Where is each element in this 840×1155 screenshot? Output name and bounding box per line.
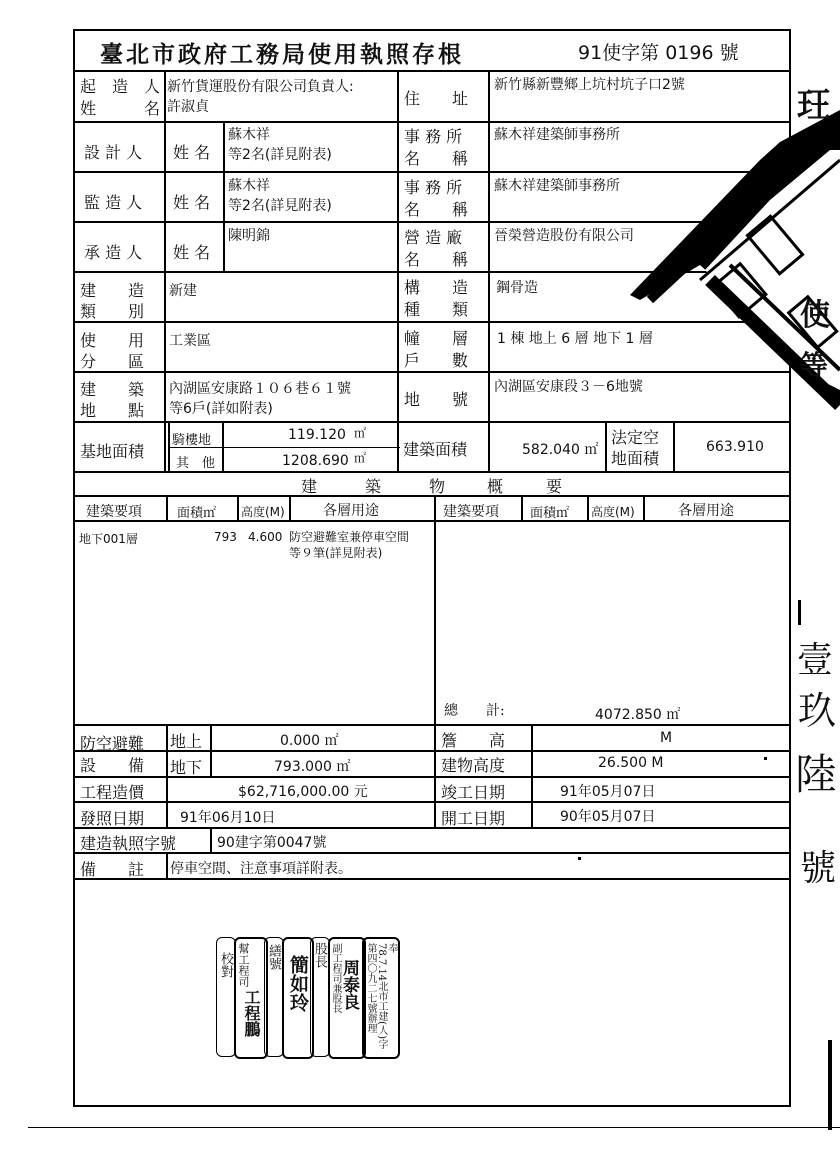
floors-label-2: 戶 數	[404, 351, 469, 370]
legal-open-label-2: 地面積	[611, 449, 660, 468]
supervisor-office-label-1: 事 務 所	[404, 178, 463, 197]
stamp-deputy-name: 周泰良	[339, 959, 359, 1010]
col-header-item-2: 建築要項	[443, 504, 499, 520]
scan-speck	[578, 857, 581, 860]
designer-office-value: 蘇木祥建築師事務所	[494, 127, 620, 143]
use-zone-value: 工業區	[169, 333, 211, 349]
stamp-copy-text: 繕號	[266, 944, 281, 970]
permit-label: 建造執照字號	[80, 834, 177, 853]
stamp-deputy-title: 副工程司兼股長	[330, 943, 341, 1013]
lot-label: 地 號	[404, 390, 469, 409]
stamp-col-engineer	[234, 937, 268, 1059]
shelter-below-value: 793.000 ㎡	[274, 759, 351, 775]
frame-left	[73, 29, 75, 1107]
stamp-col-authorization	[362, 937, 400, 1059]
col-line	[289, 495, 291, 520]
col-line	[166, 495, 168, 520]
col-header-height: 高度(M)	[241, 505, 285, 519]
row-line	[75, 801, 790, 803]
stamp-section-chief-text: 股長	[312, 942, 327, 968]
shelter-label-2: 設 備	[80, 756, 145, 775]
col-header-item: 建築要項	[86, 504, 142, 520]
col-line	[222, 421, 224, 471]
col-line	[164, 70, 166, 471]
cost-label: 工程造價	[80, 783, 145, 802]
col-header-height-2: 高度(M)	[591, 505, 635, 519]
issue-label: 發照日期	[80, 809, 145, 828]
permit-value: 90建字第0047號	[217, 835, 327, 851]
shelter-below-label: 地下	[170, 758, 203, 777]
stamp-col-proofread	[216, 937, 236, 1057]
supervisor-office-value: 蘇木祥建築師事務所	[494, 178, 620, 194]
building-height-value: 26.500 M	[598, 755, 664, 771]
designer-name-label: 姓 名	[173, 143, 211, 162]
total-label: 總 計:	[444, 703, 505, 719]
contractor-firm-label-1: 營 造 廠	[404, 228, 463, 247]
completion-value: 91年05月07日	[560, 784, 656, 800]
row-use: 防空避難室兼停車空間	[289, 530, 410, 544]
start-label: 開工日期	[441, 809, 506, 828]
cost-value: $62,716,000.00 元	[238, 784, 368, 800]
stamp-col-section-chief	[310, 937, 330, 1057]
structure-label-1: 構 造	[404, 278, 469, 297]
col-line	[166, 852, 168, 878]
row-line	[75, 724, 790, 726]
col-line	[434, 495, 436, 724]
seal-glyph-top: 玨	[797, 86, 831, 126]
stamp-engineer-name: 工程鵬	[242, 989, 261, 1037]
summary-title-2: 築	[365, 477, 382, 496]
stamp-proofread-text: 校對	[218, 952, 233, 978]
summary-title-3: 物	[429, 477, 446, 496]
document-number: 91使字第 0196 號	[578, 42, 739, 64]
location-address: 內湖區安康路１０６巷６１號	[169, 381, 351, 397]
row-line	[166, 750, 434, 752]
build-type-label-2: 類 別	[80, 302, 145, 321]
col-line	[521, 495, 523, 520]
shelter-above-value: 0.000 ㎡	[280, 733, 339, 749]
row-line	[75, 852, 790, 854]
col-header-use-2: 各層用途	[678, 503, 734, 519]
other-unit: ㎡	[354, 451, 367, 465]
other-label: 其 他	[176, 456, 216, 471]
supervisor-name: 蘇木祥	[228, 178, 270, 194]
address-value: 新竹縣新豐鄉上坑村坑子口2號	[494, 77, 685, 93]
designer-office-label-2: 名 稱	[404, 149, 469, 168]
diagonal-seal-stamp	[600, 70, 840, 500]
structure-label-2: 種 類	[404, 300, 469, 319]
contractor-firm-label-2: 名 稱	[404, 250, 469, 269]
shelter-above-label: 地上	[170, 732, 203, 751]
scan-speck	[764, 757, 767, 760]
location-label-1: 建 築	[80, 380, 145, 399]
owner-label-1: 起 造 人	[80, 77, 161, 96]
designer-name: 蘇木祥	[228, 127, 270, 143]
structure-value: 鋼骨造	[496, 280, 538, 296]
row-use-extra: 等９筆(詳見附表)	[289, 546, 383, 560]
seal-glyph-2: 等	[800, 349, 829, 382]
summary-title-1: 建	[301, 477, 318, 496]
use-zone-label-1: 使 用	[80, 331, 145, 350]
col-line	[531, 724, 533, 827]
site-area-label: 基地面積	[80, 442, 145, 461]
frame-top	[73, 29, 791, 31]
seal-glyph-4: 玖	[798, 689, 837, 733]
completion-label: 竣工日期	[441, 783, 506, 802]
contractor-name-label: 姓 名	[173, 243, 211, 262]
location-label-2: 地 點	[80, 401, 145, 420]
remarks-label: 備 註	[80, 860, 145, 879]
col-line	[434, 724, 436, 827]
supervisor-name-label: 姓 名	[173, 193, 211, 212]
build-type-label-1: 建 造	[80, 281, 145, 300]
contractor-name: 陳明錦	[228, 228, 270, 244]
col-line	[166, 724, 168, 827]
designer-name-extra: 等2名(詳見附表)	[228, 147, 332, 163]
col-line	[488, 70, 490, 471]
build-type-value: 新建	[169, 283, 197, 299]
col-line	[397, 70, 399, 471]
summary-title-5: 要	[546, 477, 563, 496]
page-title: 臺北市政府工務局使用執照存根	[100, 41, 464, 68]
legal-open-value: 663.910	[706, 439, 764, 455]
lot-value: 內湖區安康段３－6地號	[494, 379, 643, 395]
arcade-unit: ㎡	[354, 426, 367, 440]
building-area-value: 582.040 ㎡	[522, 442, 599, 458]
stamp-col-deputy	[328, 937, 366, 1059]
scan-bottom-line	[28, 1127, 840, 1128]
legal-open-label-1: 法定空	[611, 428, 660, 447]
col-line	[587, 495, 589, 520]
building-height-label: 建物高度	[441, 756, 506, 775]
seal-glyph-5: 陸	[795, 750, 838, 799]
seal-glyph-6: 號	[800, 848, 837, 889]
seal-glyph-3: 壹	[797, 640, 834, 681]
owner-label-2: 姓 名	[80, 99, 161, 118]
contractor-label: 承 造 人	[84, 243, 143, 262]
floors-value: 1 棟 地上 6 層 地下 1 層	[497, 331, 653, 347]
col-header-area: 面積㎡	[177, 506, 217, 521]
row-item: 地下001層	[79, 532, 138, 546]
arcade-label: 騎樓地	[172, 433, 212, 448]
eave-label: 簷 高	[441, 731, 506, 750]
shelter-label-1: 防空避難	[80, 734, 145, 753]
designer-label: 設 計 人	[84, 143, 143, 162]
stamp-authorization-prefix: 奉	[386, 943, 397, 953]
building-area-label: 建築面積	[403, 440, 468, 459]
use-zone-label-2: 分 區	[80, 352, 145, 371]
col-line	[210, 827, 212, 852]
contractor-firm-value: 晉榮營造股份有限公司	[494, 228, 634, 244]
start-value: 90年05月07日	[560, 809, 656, 825]
eave-value: M	[660, 730, 673, 746]
designer-office-label-1: 事 務 所	[404, 127, 463, 146]
stamp-engineer-title: 幫工程司	[237, 943, 250, 987]
owner-company: 新竹貨運股份有限公司負責人:	[167, 79, 354, 95]
stamp-clerk-name: 簡如玲	[287, 955, 309, 1012]
col-line	[168, 421, 170, 471]
row-area: 793	[214, 530, 237, 544]
row-line	[75, 878, 790, 880]
seal-glyph-1: 使	[800, 298, 830, 333]
stamp-authorization-text: 78.7.14北市工建(人)字第四〇九二七號辦理	[365, 943, 387, 1049]
seal-stroke	[798, 600, 801, 625]
col-header-area-2: 面積㎡	[530, 506, 570, 521]
row-height: 4.600	[248, 530, 283, 544]
col-header-use: 各層用途	[323, 503, 379, 519]
issue-value: 91年06月10日	[180, 810, 276, 826]
location-address-extra: 等6戶(詳如附表)	[169, 401, 273, 417]
supervisor-label: 監 造 人	[84, 193, 143, 212]
row-line	[75, 827, 790, 829]
scan-edge-mark	[828, 1040, 832, 1130]
total-value: 4072.850 ㎡	[595, 707, 681, 723]
address-label: 住 址	[404, 89, 469, 108]
summary-title-4: 概	[487, 477, 504, 496]
floors-label-1: 幢 層	[404, 329, 469, 348]
other-value: 1208.690	[282, 453, 349, 469]
frame-bottom	[75, 1105, 791, 1107]
owner-representative: 許淑貞	[167, 99, 209, 115]
arcade-value: 119.120	[288, 427, 346, 443]
stamp-col-copy	[264, 937, 284, 1057]
col-line	[223, 121, 225, 271]
remarks-value: 停車空間、注意事項詳附表。	[170, 861, 352, 877]
supervisor-name-extra: 等2名(詳見附表)	[228, 198, 332, 214]
supervisor-office-label-2: 名 稱	[404, 200, 469, 219]
col-line	[237, 495, 239, 520]
